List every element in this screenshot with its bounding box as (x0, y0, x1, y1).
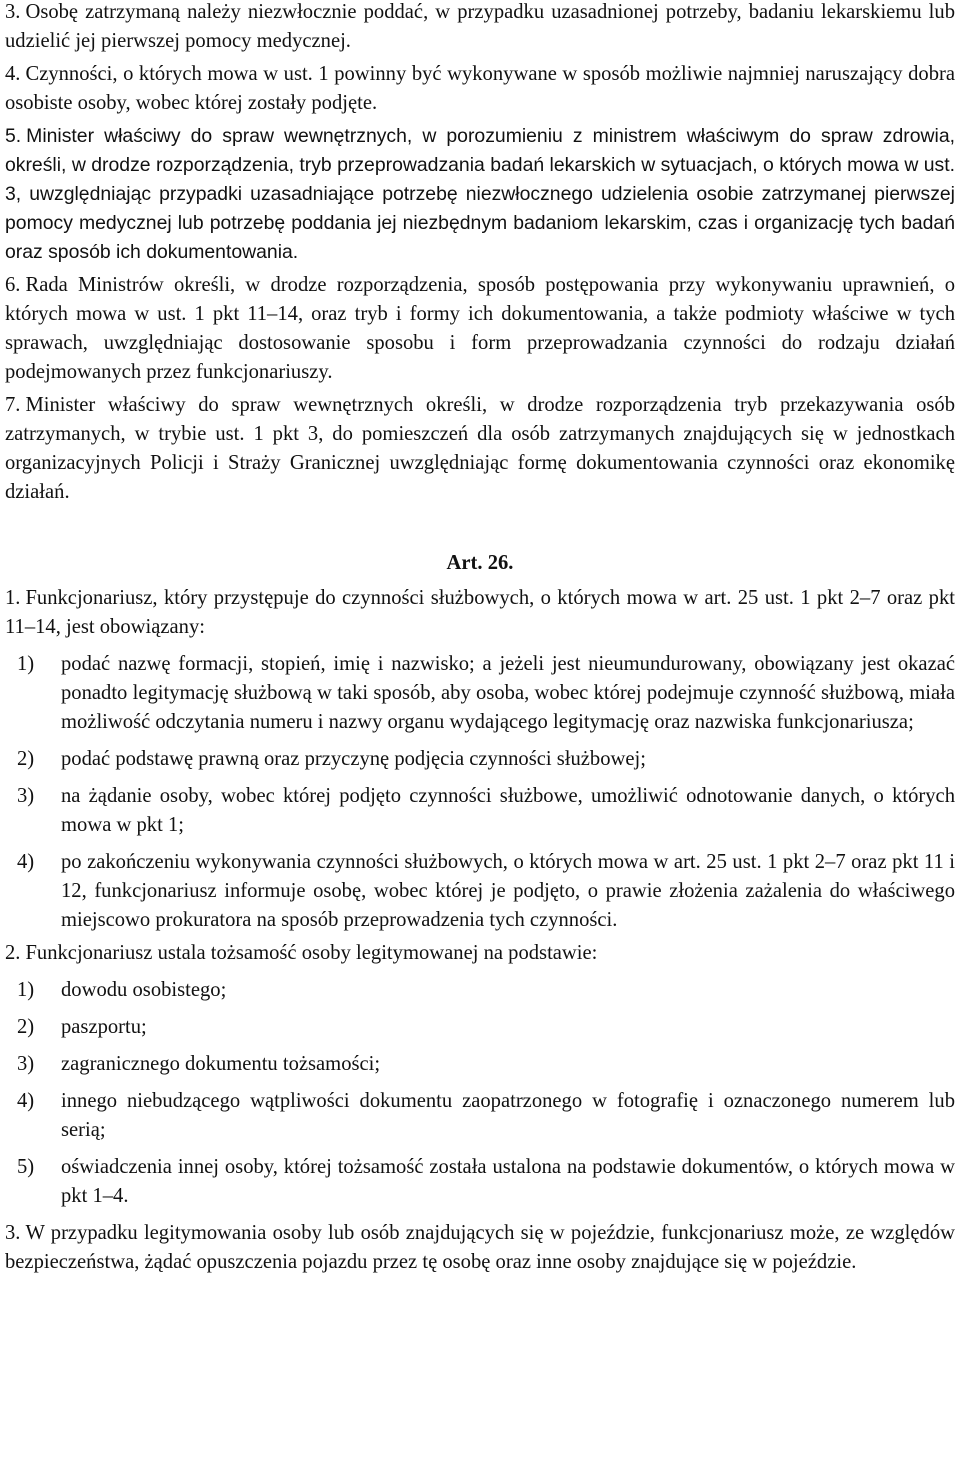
list-item (5, 976, 955, 1005)
item-text: podać podstawę prawną oraz przyczynę podjęcia czynności służbowej; (61, 748, 646, 770)
section-text: Funkcjonariusz, który przystępuje do czynności służbowych, o których mowa w art. 25 ust. 1 pkt 2–7 oraz pkt 11–14, jest obowiązany: (5, 587, 955, 638)
item-text: oświadczenia innej osoby, której tożsamość została ustalona na podstawie dokumentów, o których mowa w pkt 1–4. (61, 1156, 955, 1207)
section-number: 1. (5, 587, 21, 609)
section-text: W przypadku legitymowania osoby lub osób znajdujących się w pojeździe, funkcjonariusz może, ze względów bezpieczeństwa, żądać opuszczenia pojazdu przez tę osobę oraz inne osoby znajdujące się w pojeździe. (5, 1222, 955, 1273)
item-number: 2) (17, 1016, 35, 1038)
list-item (5, 1153, 955, 1211)
section-number: 3. (5, 1222, 21, 1244)
paragraph-text: Minister właściwy do spraw wewnętrznych, w porozumieniu z ministrem właściwym do spraw zdrowia, określi, w drodze rozporządzenia, tryb przeprowadzania badań lekarskich w sytuacjach, o których mowa w ust. 3, uwzględniając przypadki uzasadniające potrzebę niezwłocznego udzielenia osobie zatrzymanej pierwszej pomocy medycznej lub potrzebę poddania jej niezbędnym badaniom lekarskim, czas i organizację tych badań oraz sposób ich dokumentowania. (5, 125, 955, 263)
paragraph-number: 4. (5, 63, 21, 85)
item-text: na żądanie osoby, wobec której podjęto czynności służbowe, umożliwić odnotowanie danych, o których mowa w pkt 1; (61, 785, 955, 836)
item-text: innego niebudzącego wątpliwości dokumentu zaopatrzonego w fotografię i oznaczonego numerem lub serią; (61, 1090, 955, 1141)
list-item (5, 745, 955, 774)
list-item (5, 1050, 955, 1079)
paragraph-5 (5, 122, 955, 267)
item-text: po zakończeniu wykonywania czynności służbowych, o których mowa w art. 25 ust. 1 pkt 2–7 oraz pkt 11 i 12, funkcjonariusz informuje osobę, wobec której je podjęto, o prawie złożenia zażalenia do właściwego miejscowo prokuratora na sposób przeprowadzenia tych czynności. (61, 851, 955, 931)
list-item (5, 782, 955, 840)
paragraph-text: Rada Ministrów określi, w drodze rozporządzenia, sposób postępowania przy wykonywaniu uprawnień, o których mowa w ust. 1 pkt 11–14, oraz tryb i formy ich dokumentowania, a także podmioty właściwe w tych sprawach, uwzględniając dostosowanie sposobu i form przeprowadzania czynności do rodzaju działań podejmowanych przez funkcjonariuszy. (5, 274, 955, 383)
paragraph-4 (5, 60, 955, 118)
item-number: 4) (17, 851, 35, 873)
paragraph-6 (5, 271, 955, 387)
item-text: paszportu; (61, 1016, 147, 1038)
item-number: 3) (17, 785, 35, 807)
item-text: zagranicznego dokumentu tożsamości; (61, 1053, 381, 1075)
item-number: 4) (17, 1090, 35, 1112)
section-text: Funkcjonariusz ustala tożsamość osoby legitymowanej na podstawie: (25, 942, 598, 964)
article-heading: Art. 26. (446, 552, 514, 574)
item-number: 3) (17, 1053, 35, 1075)
paragraph-number: 6. (5, 274, 21, 296)
list-item (5, 650, 955, 737)
list-item (5, 1013, 955, 1042)
paragraph-number: 3. (5, 1, 21, 23)
item-number: 1) (17, 653, 35, 675)
section-3 (5, 1219, 955, 1277)
paragraph-number: 7. (5, 394, 21, 416)
document-page (5, 0, 955, 1277)
paragraph-text: Osobę zatrzymaną należy niezwłocznie poddać, w przypadku uzasadnionej potrzeby, badaniu lekarskiemu lub udzielić jej pierwszej pomocy medycznej. (5, 1, 955, 52)
item-number: 2) (17, 748, 35, 770)
paragraph-3 (5, 0, 955, 56)
item-number: 5) (17, 1156, 35, 1178)
paragraph-number: 5. (5, 125, 22, 147)
paragraph-text: Czynności, o których mowa w ust. 1 powinny być wykonywane w sposób możliwie najmniej naruszający dobra osobiste osoby, wobec której zostały podjęte. (5, 63, 955, 114)
item-text: dowodu osobistego; (61, 979, 227, 1001)
list-item (5, 848, 955, 935)
item-text: podać nazwę formacji, stopień, imię i nazwisko; a jeżeli jest nieumundurowany, obowiązany jest okazać ponadto legitymację służbową w taki sposób, aby osoba, wobec której podejmuje czynność służbową, miała możliwość odczytania numeru i nazwy organu wydającego legitymację oraz nazwiska funkcjonariusza; (61, 653, 955, 733)
section-2 (5, 939, 955, 968)
section-number: 2. (5, 942, 21, 964)
paragraph-7 (5, 391, 955, 507)
section-1 (5, 584, 955, 642)
paragraph-text: Minister właściwy do spraw wewnętrznych określi, w drodze rozporządzenia tryb przekazywania osób zatrzymanych, w trybie ust. 1 pkt 3, do pomieszczeń dla osób zatrzymanych znajdujących się w jednostkach organizacyjnych Policji i Straży Granicznej uwzględniając formę dokumentowania czynności oraz ekonomikę działań. (5, 394, 955, 503)
list-item (5, 1087, 955, 1145)
item-number: 1) (17, 979, 35, 1001)
